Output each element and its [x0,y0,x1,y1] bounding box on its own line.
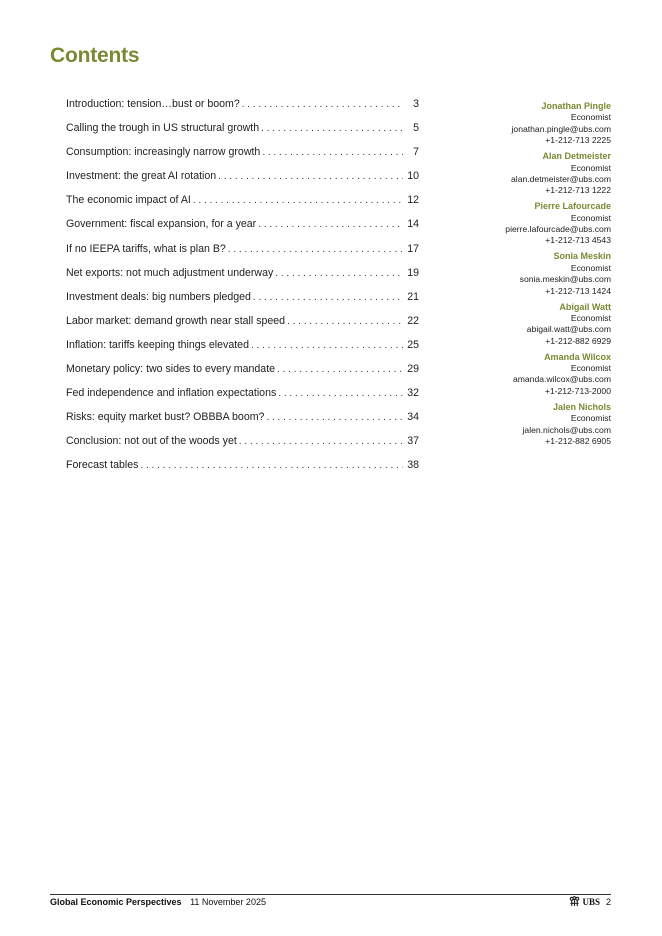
toc-dot-leader [287,316,403,327]
author-email[interactable]: sonia.meskin@ubs.com [519,274,611,285]
author-card [411,352,611,398]
footer-divider [50,894,611,895]
author-name: Pierre Lafourcade [534,201,611,212]
toc-entry[interactable] [66,459,419,483]
toc-entry-title: Investment: the great AI rotation [66,170,217,183]
toc-entry[interactable] [66,411,419,435]
toc-dot-leader [242,99,403,110]
table-of-contents [66,98,419,484]
author-email[interactable]: abigail.watt@ubs.com [526,324,611,335]
toc-entry-page: 7 [413,146,419,159]
toc-entry-title: Labor market: demand growth near stall speed [66,314,286,327]
toc-dot-leader [228,244,403,255]
author-role: Economist [570,262,611,273]
toc-entry[interactable] [66,194,419,218]
author-name: Alan Detmeister [542,151,611,162]
author-card [411,302,611,348]
ubs-logo [569,896,600,907]
toc-entry[interactable] [66,387,419,411]
author-card [411,251,611,297]
toc-entry-page: 34 [407,411,419,424]
author-name: Amanda Wilcox [544,351,611,362]
toc-entry-page: 3 [413,98,419,110]
toc-dot-leader [278,388,403,399]
toc-entry-page: 5 [413,122,419,135]
toc-entry-page: 32 [407,387,419,400]
author-phone: +1-212-713-2000 [544,385,611,396]
author-card [411,402,611,448]
author-role: Economist [570,112,611,123]
toc-dot-leader [266,412,403,423]
toc-entry[interactable] [66,243,419,267]
publication-name: Global Economic Perspectives [50,897,182,907]
toc-entry-page: 29 [407,363,419,376]
footer-right [569,896,611,907]
toc-entry-page: 17 [407,242,419,255]
author-role: Economist [570,212,611,223]
toc-entry[interactable] [66,315,419,339]
toc-entry-page: 10 [407,170,419,183]
author-role: Economist [570,413,611,424]
ubs-logo-text: UBS [582,896,600,907]
toc-entry-title: Forecast tables [66,459,139,472]
toc-entry-title: Inflation: tariffs keeping things elevated [66,338,249,351]
author-name: Jonathan Pingle [541,101,611,111]
author-role: Economist [570,363,611,374]
toc-entry-page: 21 [407,290,419,303]
toc-entry[interactable] [66,339,419,363]
toc-entry-title: Calling the trough in US structural growth [66,122,260,135]
author-phone: +1-212-882 6929 [545,335,611,346]
toc-dot-leader [258,219,403,230]
toc-entry-page: 12 [407,194,419,207]
toc-entry-page: 19 [407,266,419,279]
toc-entry-title: Investment deals: big numbers pledged [66,290,251,303]
toc-entry[interactable] [66,122,419,146]
author-card [411,101,611,147]
toc-entry-title: Consumption: increasingly narrow growth [66,146,261,159]
author-role: Economist [570,312,611,323]
toc-dot-leader [275,268,403,279]
author-name: Sonia Meskin [553,251,611,262]
author-name: Abigail Watt [559,301,611,312]
author-email[interactable]: jalen.nichols@ubs.com [522,424,611,435]
toc-entry[interactable] [66,435,419,459]
author-name: Jalen Nichols [552,401,611,412]
author-phone: +1-212-713 1424 [545,285,611,296]
toc-entry[interactable] [66,146,419,170]
toc-entry-title: Monetary policy: two sides to every mandate [66,363,276,376]
toc-dot-leader [193,195,403,206]
toc-entry-title: The economic impact of AI [66,194,191,207]
toc-entry-title: Net exports: not much adjustment underway [66,266,274,279]
toc-entry-title: Government: fiscal expansion, for a year [66,218,257,231]
toc-entry-title: Fed independence and inflation expectations [66,387,277,400]
toc-dot-leader [262,147,403,158]
page-number: 2 [605,896,611,907]
toc-entry-page: 37 [407,435,419,448]
page-title: Contents [50,44,140,67]
toc-entry[interactable] [66,218,419,242]
author-phone: +1-212-882 6905 [545,435,611,446]
publication-date: 11 November 2025 [190,897,266,907]
toc-entry-title: Introduction: tension…bust or boom? [66,98,240,110]
author-email[interactable]: amanda.wilcox@ubs.com [512,374,611,385]
author-phone: +1-212-713 4543 [545,235,611,246]
toc-entry-page: 38 [407,459,419,472]
author-email[interactable]: pierre.lafourcade@ubs.com [505,224,611,235]
toc-entry-title: Risks: equity market bust? OBBBA boom? [66,411,265,424]
author-email[interactable]: alan.detmeister@ubs.com [511,173,611,184]
toc-entry-title: If no IEEPA tariffs, what is plan B? [66,242,226,255]
author-phone: +1-212-713 1222 [545,185,611,196]
author-card [411,151,611,197]
toc-entry[interactable] [66,363,419,387]
footer-left [50,897,266,907]
toc-dot-leader [253,292,403,303]
toc-entry-page: 25 [407,338,419,351]
toc-entry[interactable] [66,291,419,315]
toc-entry-page: 22 [407,314,419,327]
toc-dot-leader [277,364,403,375]
ubs-keys-logo-icon [569,896,580,907]
toc-dot-leader [239,436,403,447]
toc-dot-leader [251,340,403,351]
author-role: Economist [570,162,611,173]
toc-dot-leader [218,171,403,182]
toc-dot-leader [140,460,403,471]
author-card [411,201,611,247]
toc-entry[interactable] [66,267,419,291]
author-list [411,101,611,452]
toc-entry[interactable] [66,98,419,122]
toc-entry-title: Conclusion: not out of the woods yet [66,435,237,448]
author-phone: +1-212-713 2225 [545,135,611,146]
author-email[interactable]: jonathan.pingle@ubs.com [511,123,611,134]
toc-dot-leader [261,123,403,134]
toc-entry[interactable] [66,170,419,194]
toc-entry-page: 14 [407,218,419,231]
